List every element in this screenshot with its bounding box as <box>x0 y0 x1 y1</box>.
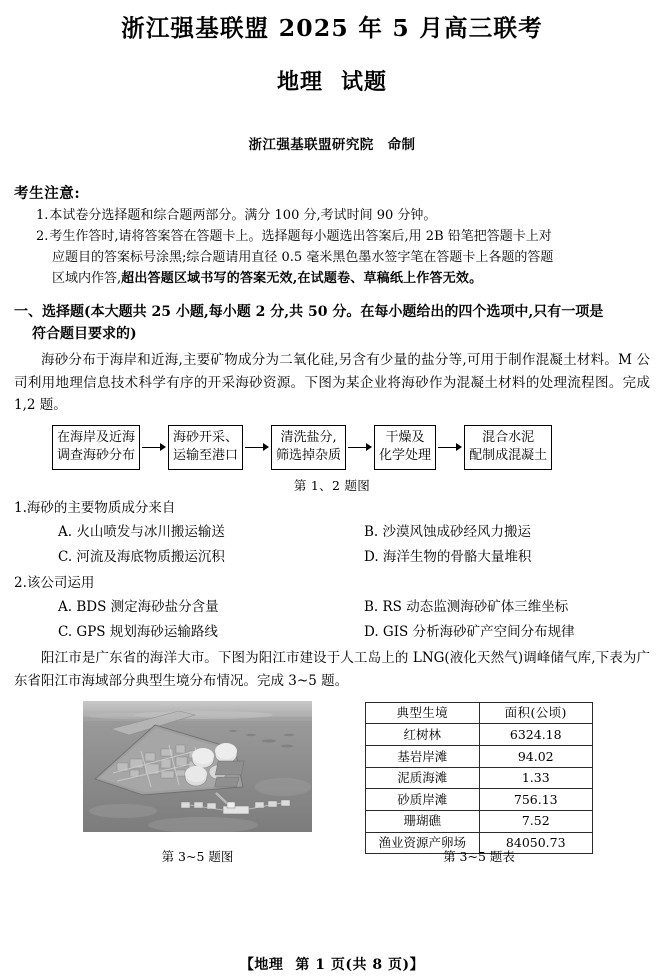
table-row <box>366 767 593 789</box>
flow-box-2-line1: 海砂开采、 <box>173 429 239 445</box>
cell-habitat: 泥质海滩 <box>366 767 480 789</box>
question-2-option-b[interactable]: B. RS 动态监测海砂矿体三维坐标 <box>364 599 569 616</box>
flowchart-caption: 第 1、2 题图 <box>293 477 371 493</box>
notice-emphasis: 超出答题区域书写的答案无效,在试题卷、草稿纸上作答无效。 <box>121 271 483 287</box>
page-footer <box>0 954 664 974</box>
cell-area: 756.13 <box>479 789 593 811</box>
question-2-option-a[interactable]: A. BDS 测定海砂盐分含量 <box>58 599 219 616</box>
cell-area: 7.52 <box>479 810 593 832</box>
cell-habitat: 珊瑚礁 <box>366 810 480 832</box>
question-1-options-row-1 <box>14 521 650 544</box>
arrow-right-icon <box>243 441 271 453</box>
flow-box-4-line1: 干燥及 <box>385 429 425 445</box>
arrow-right-icon <box>436 441 464 453</box>
notice-item-1-text: 本试卷分选择题和综合题两部分。满分 100 分,考试时间 90 分钟。 <box>49 207 437 223</box>
flow-box-2 <box>168 425 243 470</box>
table-header-row <box>366 702 593 724</box>
flow-box-3-line1: 清洗盐分, <box>280 429 337 445</box>
flow-box-3 <box>271 425 346 470</box>
question-1-option-d[interactable]: D. 海洋生物的骨骼大量堆积 <box>364 548 532 565</box>
cell-area: 6324.18 <box>479 724 593 746</box>
footer-bracket-close: 】 <box>409 957 425 973</box>
question-2-options-row-1 <box>14 596 650 619</box>
flow-box-4-line2: 化学处理 <box>379 447 432 463</box>
question-2-option-c[interactable]: C. GPS 规划海砂运输路线 <box>58 624 218 641</box>
column-header-habitat: 典型生境 <box>366 702 480 724</box>
paper-word: 试题 <box>341 69 388 96</box>
passage-1: 海砂分布于海岸和近海,主要矿物成分为二氧化硅,另含有少量的盐分等,可用于制作混凝土材料。M 公司利用地理信息技术科学有序的开采海砂资源。下图为某企业将海砂作为混凝土材料的处理流程图。完成 1,2 题。 <box>14 351 650 414</box>
arrow-right-icon <box>346 441 374 453</box>
page-title: 浙江强基联盟 2025 年 5 月高三联考 <box>121 14 543 42</box>
question-1-stem: 1.海砂的主要物质成分来自 <box>14 499 176 516</box>
byline-role: 命制 <box>387 136 416 153</box>
question-2-stem: 2.该公司运用 <box>14 575 95 592</box>
notice-item-2-line3-normal: 区域内作答, <box>52 271 122 287</box>
question-1-option-c[interactable]: C. 河流及海底物质搬运沉积 <box>58 548 225 565</box>
question-1-options-row-2 <box>14 546 650 569</box>
notice-item-2-line3 <box>14 268 650 289</box>
lng-island-photo <box>83 701 312 832</box>
footer-subject: 地理 <box>254 957 284 973</box>
question-1-option-a[interactable]: A. 火山喷发与冰川搬运输送 <box>58 523 225 540</box>
cell-area: 94.02 <box>479 746 593 768</box>
table-row <box>366 746 593 768</box>
table-row <box>366 789 593 811</box>
footer-page-number: 第 1 页(共 8 页) <box>295 957 410 973</box>
notice-item-1-number: 1. <box>36 207 49 223</box>
flow-box-1-line2: 调查海砂分布 <box>57 447 136 463</box>
flow-box-5-line1: 混合水泥 <box>482 429 535 445</box>
section-1-heading-line1: 一、选择题(本大题共 25 小题,每小题 2 分,共 50 分。在每小题给出的四个选项中,只有一项是 <box>14 304 604 321</box>
passage-2: 阳江市是广东省的海洋大市。下图为阳江市建设于人工岛上的 LNG(液化天然气)调峰储气库,下表为广东省阳江市海域部分典型生境分布情况。完成 3~5 题。 <box>14 650 650 690</box>
table-row <box>366 810 593 832</box>
habitat-area-table <box>365 702 593 854</box>
subject-name: 地理 <box>276 69 323 96</box>
cell-habitat: 砂质岸滩 <box>366 789 480 811</box>
flowchart-diagram <box>14 425 650 470</box>
flow-box-3-line2: 筛选掉杂质 <box>276 447 342 463</box>
flow-box-5-line2: 配制成混凝土 <box>469 447 548 463</box>
captions-row <box>14 847 650 869</box>
flow-box-2-line2: 运输至港口 <box>173 447 239 463</box>
section-1-heading <box>14 301 650 346</box>
column-header-area: 面积(公顷) <box>479 702 593 724</box>
notice-item-2-number: 2. <box>36 228 49 244</box>
byline <box>14 97 650 153</box>
cell-habitat: 红树林 <box>366 724 480 746</box>
table-row <box>366 724 593 746</box>
cell-area: 1.33 <box>479 767 593 789</box>
section-1-heading-line2: 符合题目要求的) <box>32 326 137 343</box>
figure-2-caption: 第 3~5 题图 <box>161 848 234 864</box>
notice-item-2 <box>14 226 650 247</box>
question-2-option-d[interactable]: D. GIS 分析海砂矿产空间分布规律 <box>364 624 575 641</box>
cell-habitat: 渔业资源产卵场 <box>366 832 480 854</box>
figure-and-table-row <box>14 701 650 851</box>
question-1-option-b[interactable]: B. 沙漠风蚀成砂经风力搬运 <box>364 523 532 540</box>
byline-organization: 浙江强基联盟研究院 <box>248 136 374 153</box>
flow-box-1-line1: 在海岸及近海 <box>57 429 136 445</box>
cell-area: 84050.73 <box>479 832 593 854</box>
notice-item-2-line2: 应题目的答案标号涂黑;综合题请用直径 0.5 毫米黑色墨水签字笔在答题卡上各题的答题 <box>52 249 554 265</box>
arrow-right-icon <box>140 441 168 453</box>
question-2-options-row-2 <box>14 621 650 644</box>
subject-heading <box>14 43 650 97</box>
notice-title: 考生注意: <box>14 184 81 202</box>
notice-item-2-line1: 考生作答时,请将答案答在答题卡上。选择题每小题选出答案后,用 2B 铅笔把答题卡上对 <box>49 228 552 244</box>
candidate-notice <box>14 182 650 289</box>
cell-habitat: 基岩岸滩 <box>366 746 480 768</box>
flow-box-5 <box>464 425 552 470</box>
flow-box-1 <box>52 425 140 470</box>
footer-bracket-open: 【 <box>239 957 255 973</box>
flow-box-4 <box>374 425 436 470</box>
table-2-caption: 第 3~5 题表 <box>443 848 515 864</box>
notice-item-1 <box>14 205 650 226</box>
